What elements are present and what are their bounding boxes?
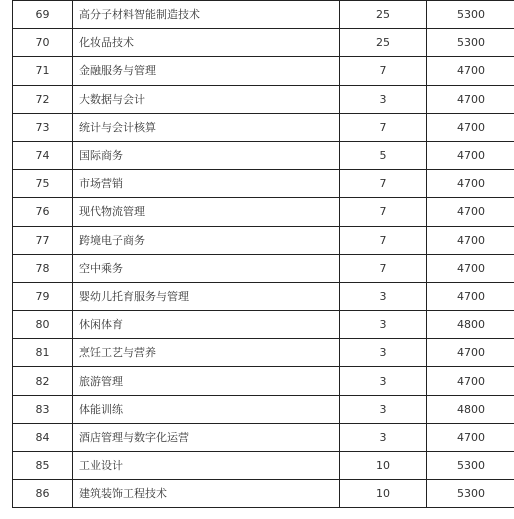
count-cell: 3 [340, 85, 427, 113]
count-cell: 3 [340, 367, 427, 395]
table-row [13, 1, 514, 29]
row-number-cell: 81 [13, 339, 73, 367]
row-number-cell: 75 [13, 170, 73, 198]
row-number-cell: 76 [13, 198, 73, 226]
row-number-cell: 77 [13, 226, 73, 254]
major-name-cell: 高分子材料智能制造技术 [73, 1, 340, 29]
table-row [13, 367, 514, 395]
table-row [13, 141, 514, 169]
major-name-cell: 酒店管理与数字化运营 [73, 423, 340, 451]
count-cell: 7 [340, 113, 427, 141]
table-row [13, 113, 514, 141]
table-row [13, 395, 514, 423]
count-cell: 25 [340, 29, 427, 57]
major-name-cell: 现代物流管理 [73, 198, 340, 226]
count-cell: 7 [340, 226, 427, 254]
fee-cell: 4700 [427, 198, 514, 226]
row-number-cell: 78 [13, 254, 73, 282]
majors-table-container [12, 0, 506, 508]
fee-cell: 4700 [427, 57, 514, 85]
table-row [13, 226, 514, 254]
table-row [13, 282, 514, 310]
table-row [13, 254, 514, 282]
major-name-cell: 跨境电子商务 [73, 226, 340, 254]
row-number-cell: 69 [13, 1, 73, 29]
count-cell: 10 [340, 480, 427, 508]
row-number-cell: 80 [13, 311, 73, 339]
major-name-cell: 婴幼儿托育服务与管理 [73, 282, 340, 310]
fee-cell: 4700 [427, 113, 514, 141]
table-row [13, 198, 514, 226]
major-name-cell: 金融服务与管理 [73, 57, 340, 85]
table-row [13, 57, 514, 85]
count-cell: 3 [340, 395, 427, 423]
count-cell: 3 [340, 311, 427, 339]
count-cell: 7 [340, 198, 427, 226]
major-name-cell: 烹饪工艺与营养 [73, 339, 340, 367]
table-row [13, 29, 514, 57]
fee-cell: 4700 [427, 226, 514, 254]
row-number-cell: 73 [13, 113, 73, 141]
count-cell: 10 [340, 452, 427, 480]
fee-cell: 4700 [427, 254, 514, 282]
count-cell: 7 [340, 170, 427, 198]
major-name-cell: 统计与会计核算 [73, 113, 340, 141]
major-name-cell: 空中乘务 [73, 254, 340, 282]
major-name-cell: 国际商务 [73, 141, 340, 169]
table-row [13, 339, 514, 367]
fee-cell: 5300 [427, 480, 514, 508]
major-name-cell: 化妆品技术 [73, 29, 340, 57]
count-cell: 7 [340, 57, 427, 85]
fee-cell: 4700 [427, 141, 514, 169]
majors-table-body [13, 1, 514, 508]
major-name-cell: 休闲体育 [73, 311, 340, 339]
fee-cell: 5300 [427, 1, 514, 29]
majors-table [12, 0, 514, 508]
table-row [13, 85, 514, 113]
row-number-cell: 72 [13, 85, 73, 113]
row-number-cell: 83 [13, 395, 73, 423]
row-number-cell: 79 [13, 282, 73, 310]
fee-cell: 4800 [427, 311, 514, 339]
major-name-cell: 市场营销 [73, 170, 340, 198]
fee-cell: 5300 [427, 452, 514, 480]
row-number-cell: 84 [13, 423, 73, 451]
row-number-cell: 74 [13, 141, 73, 169]
row-number-cell: 86 [13, 480, 73, 508]
row-number-cell: 70 [13, 29, 73, 57]
table-row [13, 170, 514, 198]
fee-cell: 4700 [427, 339, 514, 367]
table-row [13, 452, 514, 480]
fee-cell: 4800 [427, 395, 514, 423]
count-cell: 3 [340, 339, 427, 367]
fee-cell: 4700 [427, 170, 514, 198]
major-name-cell: 旅游管理 [73, 367, 340, 395]
row-number-cell: 71 [13, 57, 73, 85]
fee-cell: 4700 [427, 85, 514, 113]
fee-cell: 4700 [427, 282, 514, 310]
fee-cell: 4700 [427, 423, 514, 451]
table-row [13, 311, 514, 339]
major-name-cell: 体能训练 [73, 395, 340, 423]
row-number-cell: 85 [13, 452, 73, 480]
major-name-cell: 工业设计 [73, 452, 340, 480]
count-cell: 7 [340, 254, 427, 282]
count-cell: 25 [340, 1, 427, 29]
row-number-cell: 82 [13, 367, 73, 395]
table-row [13, 423, 514, 451]
fee-cell: 4700 [427, 367, 514, 395]
fee-cell: 5300 [427, 29, 514, 57]
table-row [13, 480, 514, 508]
count-cell: 3 [340, 423, 427, 451]
major-name-cell: 大数据与会计 [73, 85, 340, 113]
count-cell: 5 [340, 141, 427, 169]
count-cell: 3 [340, 282, 427, 310]
major-name-cell: 建筑装饰工程技术 [73, 480, 340, 508]
